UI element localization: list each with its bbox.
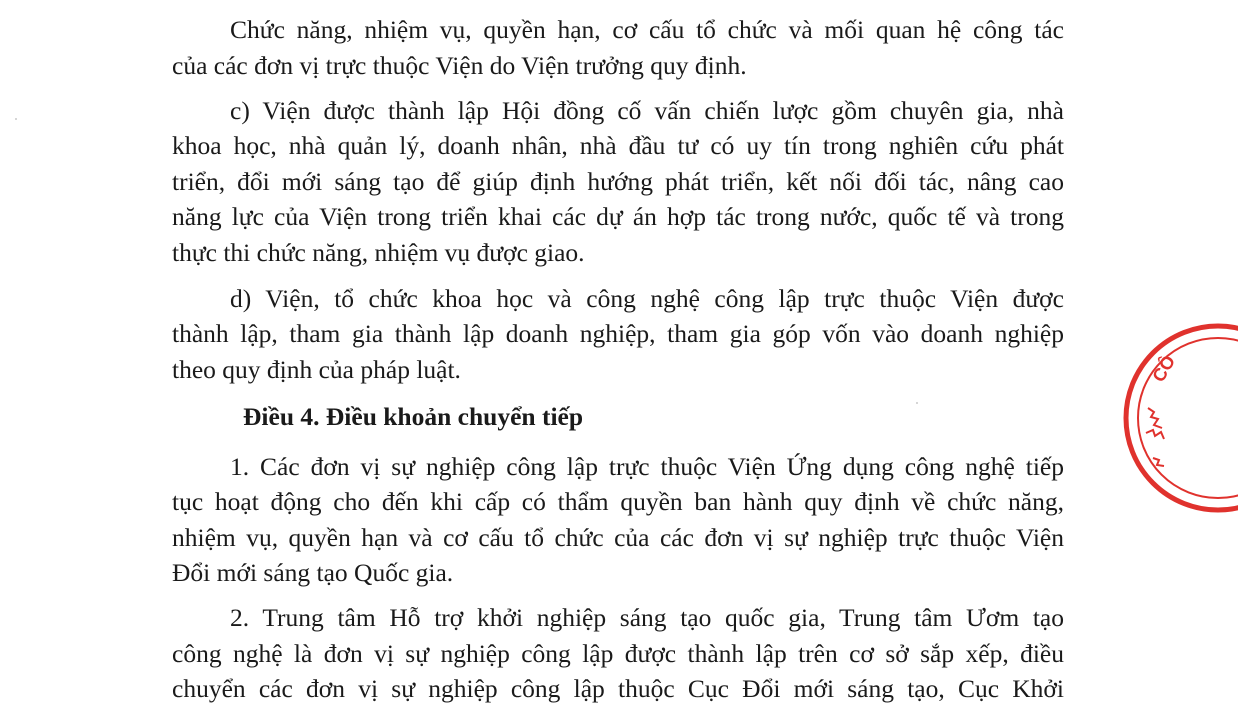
article-heading: Điều 4. Điều khoản chuyển tiếp	[243, 402, 584, 431]
seal-mark	[1153, 458, 1164, 466]
text-line: thành lập, tham gia thành lập doanh nghiệp, tham gia góp vốn vào doanh nghiệp	[172, 319, 1064, 348]
text-line: Đổi mới sáng tạo Quốc gia.	[172, 558, 454, 587]
seal-text: CÔ	[1148, 351, 1180, 386]
seal-graphic	[1118, 318, 1238, 518]
text-line: triển, đổi mới sáng tạo để giúp định hướng phát triển, kết nối đối tác, nâng cao	[172, 167, 1064, 196]
text-line: 2. Trung tâm Hỗ trợ khởi nghiệp sáng tạo quốc gia, Trung tâm Ươm tạo	[230, 603, 1064, 632]
text-line: theo quy định của pháp luật.	[172, 355, 461, 384]
seal-outer-ring	[1126, 326, 1238, 510]
seal-mark	[1146, 430, 1164, 439]
text-line: tục hoạt động cho đến khi cấp có thẩm quyền ban hành quy định về chức năng,	[172, 487, 1064, 516]
text-line: công nghệ là đơn vị sự nghiệp công lập được thành lập trên cơ sở sắp xếp, điều	[172, 639, 1064, 668]
text-line: d) Viện, tổ chức khoa học và công nghệ công lập trực thuộc Viện được	[230, 284, 1064, 313]
text-line: nhiệm vụ, quyền hạn và cơ cấu tổ chức của các đơn vị sự nghiệp trực thuộc Viện	[172, 523, 1064, 552]
text-line: Chức năng, nhiệm vụ, quyền hạn, cơ cấu tổ chức và mối quan hệ công tác	[230, 15, 1064, 44]
scan-speck	[15, 118, 17, 120]
text-line: 1. Các đơn vị sự nghiệp công lập trực thuộc Viện Ứng dụng công nghệ tiếp	[230, 452, 1064, 481]
text-line: c) Viện được thành lập Hội đồng cố vấn chiến lược gồm chuyên gia, nhà	[230, 96, 1064, 125]
scan-speck	[916, 402, 918, 404]
text-line: khoa học, nhà quản lý, doanh nhân, nhà đầu tư có uy tín trong nghiên cứu phát	[172, 131, 1064, 160]
official-seal	[1118, 318, 1238, 518]
text-line: của các đơn vị trực thuộc Viện do Viện trưởng quy định.	[172, 51, 747, 80]
seal-mark	[1148, 408, 1162, 428]
text-line: năng lực của Viện trong triển khai các dự án hợp tác trong nước, quốc tế và trong	[172, 202, 1064, 231]
text-line: thực thi chức năng, nhiệm vụ được giao.	[172, 238, 585, 267]
text-line: chuyển các đơn vị sự nghiệp công lập thuộc Cục Đổi mới sáng tạo, Cục Khởi	[172, 674, 1064, 703]
